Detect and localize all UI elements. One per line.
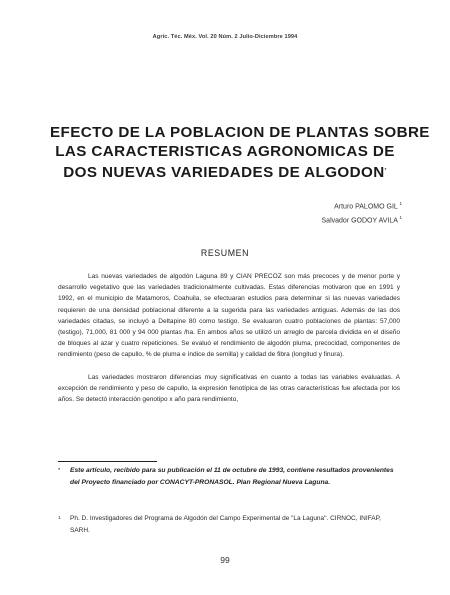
footnote-funding: [58, 465, 400, 489]
title-line-text: DOS NUEVAS VARIEDADES DE ALGODON: [63, 164, 385, 182]
author-list: [322, 198, 402, 227]
author: [322, 198, 402, 212]
author-name: Salvador GODOY AVILA: [321, 217, 398, 225]
abstract-paragraph: [58, 372, 400, 406]
title-footnote-mark: *: [384, 167, 387, 172]
article-title: [50, 124, 430, 183]
footnote-text: Ph. D. Investigadores del Programa de Algodón del Campo Experimental de "La Laguna". CIRNOC, INIFAP, SARH.: [70, 515, 381, 534]
abstract-paragraph-text: Las variedades mostraron diferencias muy significativas en cuanto a todas las variables evaluadas. A excepción de rendimiento y peso de capullo, la expresión fenotípica de las otras características fue afectada por los años. Se detectó interacción genotipo x año para rendimiento,: [58, 373, 400, 404]
title-line: [50, 161, 400, 183]
footnote-text: Este artículo, recibido para su publicación el 11 de octubre de 1993, contiene resultados provenientes del Proyecto financiado por CONACYT-PRONASOL. Plan Regional Nueva Laguna.: [70, 467, 394, 486]
footnote-affiliation: [58, 513, 400, 537]
footnote-separator: [58, 461, 157, 462]
author-affiliation-mark: 1: [399, 201, 402, 206]
abstract-body: [58, 271, 400, 405]
page-number: 99: [220, 555, 230, 565]
abstract-paragraph-text: Las nuevas variedades de algodón Laguna 89 y CIAN PRECOZ son más precoces y de menor porte y desarrollo vegetativo que las variedades tradicionalmente cultivadas. Estas diferencias motivaron que en 1991 y 1992, en el municipio de Matamoros, Coahuila, se efectuaran estudios para determinar si las nuevas variedades requieren de una densidad poblacional diferente a la sugerida para las variedades antiguas. Además de las dos variedades citadas, se incluyó a Deltapine 80 como testigo. Se evaluaron cuatro poblaciones de plantas: 57,000 (testigo), 71,000, 81 000 y 94 000 plantas /ha. En ambos años se utilizó un arreglo de parcela dividida en el diseño de bloques al azar y cuatro repeticiones. Se evaluó el rendimiento de algodón pluma, precocidad, componentes de rendimiento (peso de capullo, % de pluma e índice de semilla) y calidad de fibra (longitud y finura).: [58, 273, 400, 359]
author-affiliation-mark: 1: [399, 215, 402, 221]
author: [322, 212, 402, 226]
abstract-paragraph: [58, 271, 400, 361]
title-line: EFECTO DE LA POBLACION DE PLANTAS SOBRE: [50, 124, 430, 141]
abstract-heading: RESUMEN: [200, 248, 250, 258]
footnote-mark: *: [58, 468, 60, 473]
footnote-mark: 1: [58, 516, 61, 521]
author-name: Arturo PALOMO GIL: [334, 203, 398, 211]
running-head: Agric. Téc. Méx. Vol. 20 Núm. 2 Julio-Diciembre 1994: [152, 34, 298, 40]
title-line: LAS CARACTERISTICAS AGRONOMICAS DE: [55, 142, 395, 160]
